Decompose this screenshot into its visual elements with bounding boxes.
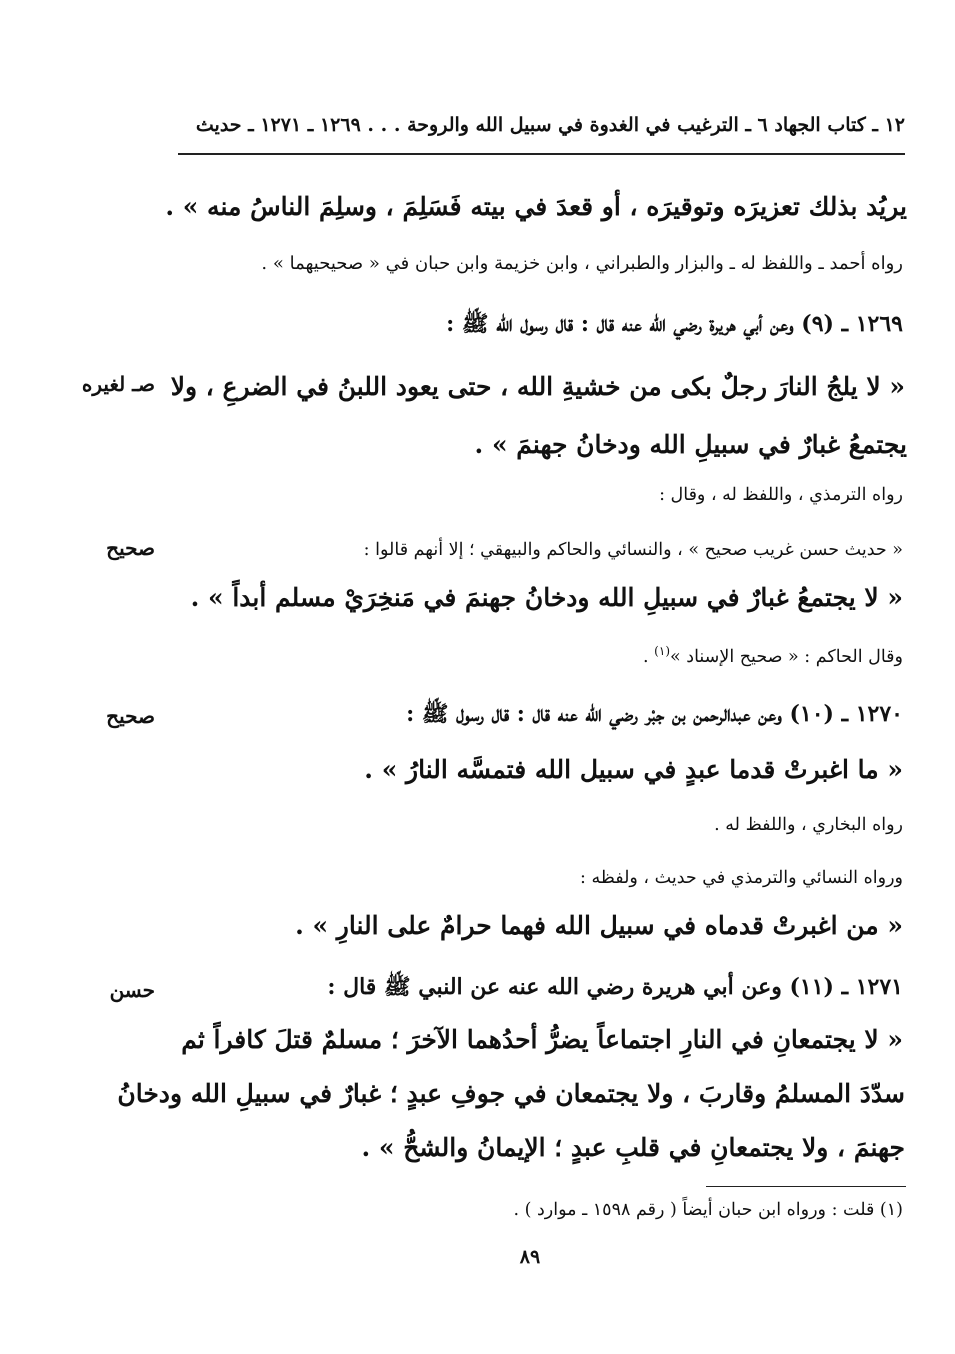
running-header: ١٢ ـ كتاب الجهاد ٦ ـ الترغيب في الغدوة في سبيل الله والروحة . . . ١٢٦٩ ـ ١٢٧١ ـ حديث xyxy=(195,114,905,136)
source-line: رواه الترمذي ، واللفظ له ، وقال : xyxy=(659,485,903,505)
grade-label: صحيح xyxy=(106,704,155,728)
grade-label: صـ لغيره xyxy=(81,372,155,396)
hadith-1269-text: يجتمعُ غبارٌ في سبيلِ الله ودخانُ جهنمَ » . xyxy=(474,430,907,459)
footnote-divider xyxy=(706,1186,906,1187)
text-line: يريُد بذلك تعزيرَه وتوقيرَه ، أو قعدَ في بيته فَسَلِمَ ، وسلِمَ الناسُ منه » . xyxy=(165,192,907,221)
hadith-1270-heading: ١٢٧٠ ـ (١٠) وعن عبدالرحمن بن جبْر رضي الله عنه قال : قال رسول ﷺ : xyxy=(406,701,903,727)
source-line: ورواه النسائي والترمذي في حديث ، ولفظه : xyxy=(580,868,903,888)
hadith-1270-variant: « من اغبرتْ قدماه في سبيل الله فهما حرامٌ على النارِ » . xyxy=(295,911,903,940)
header-divider xyxy=(178,153,905,155)
source-text: وقال الحاكم : « صحيح الإسناد » xyxy=(670,646,903,667)
source-end: . xyxy=(643,646,649,667)
hadith-1269-variant: « لا يجتمعُ غبارٌ في سبيلِ الله ودخانُ جهنمَ في مَنخِرَيْ مسلم أبداً » . xyxy=(190,583,903,612)
source-line: رواه البخاري ، واللفظ له . xyxy=(714,815,903,835)
hadith-1271-text: جهنمَ ، ولا يجتمعانِ في قلبِ عبدٍ ؛ الإيمانُ والشحُّ » . xyxy=(361,1133,905,1162)
hadith-1271-text: سدّدَ المسلمُ وقاربَ ، ولا يجتمعان في جوفِ عبدٍ ؛ غبارٌ في سبيلِ الله ودخانُ xyxy=(117,1079,905,1108)
footnote: (١) قلت : ورواه ابن حبان أيضاً ( رقم ١٥٩٨ ـ موارد ) . xyxy=(513,1200,903,1220)
grade-label: صحيح xyxy=(106,536,155,560)
hadith-1271-text: « لا يجتمعانِ في النارِ اجتماعاً يضرُّ أحدُهما الآخرَ ؛ مسلمٌ قتلَ كافراً ثم xyxy=(181,1025,903,1054)
footnote-marker: (١) xyxy=(654,644,670,658)
page-number: ٨٩ xyxy=(519,1246,541,1268)
source-line xyxy=(643,644,903,667)
source-line: رواه أحمد ـ واللفظ له ـ والبزار والطبراني ، وابن خزيمة وابن حبان في « صحيحيهما » . xyxy=(261,253,903,274)
source-line: « حديث حسن غريب صحيح » ، والنسائي والحاكم والبيهقي ؛ إلا أنهم قالوا : xyxy=(363,540,903,560)
grade-label: حسن xyxy=(109,978,155,1002)
hadith-1270-text: « ما اغبرتْ قدما عبدٍ في سبيل الله فتمسَّه النارُ » . xyxy=(364,755,903,784)
hadith-1271-heading: ١٢٧١ ـ (١١) وعن أبي هريرة رضي الله عنه عن النبي ﷺ قال : xyxy=(327,974,903,1000)
hadith-1269-text: « لا يلجُ النارَ رجلٌ بكى من خشيةِ الله ، حتى يعود اللبنُ في الضرعِ ، ولا xyxy=(170,372,905,401)
hadith-1269-heading: ١٢٦٩ ـ (٩) وعن أبي هريرة رضي الله عنه قال : قال رسول الله ﷺ : xyxy=(446,311,903,337)
